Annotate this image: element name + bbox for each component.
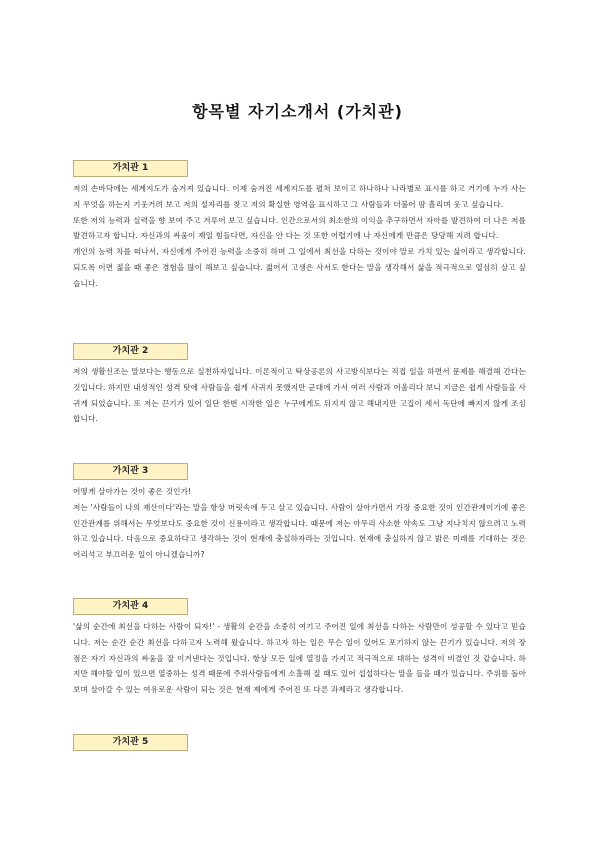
section-body: [73, 484, 526, 563]
section-body: [73, 364, 526, 427]
section-header: 가치관 3: [73, 463, 188, 480]
section-header: 가치관 5: [73, 734, 188, 751]
section-value-5: [73, 734, 526, 751]
document-title: 항목별 자기소개서 (가치관): [192, 102, 403, 121]
section-header: 가치관 4: [73, 598, 188, 615]
paragraph: 저의 생활신조는 말보다는 행동으로 실천하자입니다. 이론적이고 탁상공론의 사고방식보다는 직접 일을 하면서 문제를 해결해 간다는 것입니다. 하지만 내성적인 성격 탓에 사람들을 쉽게 사귀지 못했지만 군대에 가서 여러 사람과 어울리다 보니 지금은 쉽게 사람들을 사귀게 되었습니다. 또 저는 끈기가 있어 일단 한번 시작한 일은 누구에게도 뒤지지 않고 해내지만 고집이 세서 독단에 빠지지 않게 조심합니다.: [73, 367, 526, 424]
section-value-2: [73, 343, 526, 427]
paragraph: 개인의 능력 차를 떠나서, 자신에게 주어진 능력을 소중히 하며 그 일에서 최선을 다하는 것이야 말로 가치 있는 삶이라고 생각합니다. 되도록 이면 젊을 때 좋은 경험을 많이 해보고 싶습니다. 젊어서 고생은 사서도 한다는 말을 생각해서 삶을 적극적으로 열심히 살고 싶습니다.: [73, 247, 526, 288]
section-value-1: [73, 160, 526, 292]
section-body: [73, 181, 526, 292]
paragraph: 저의 손바닥에는 세계지도가 숨겨져 있습니다. 이제 숨겨진 세계지도를 펼쳐 보이고 하나하나 나라별로 표시를 하고 거기에 누가 사는지 무엇을 하는지 기웃거려 보고 저의 설자리를 찾고 저의 확실한 영역을 표시하고 그 사람들과 더불어 땀 흘리며 웃고 싶습니다.: [73, 184, 526, 209]
section-header: 가치관 1: [73, 160, 188, 177]
paragraph: '삶의 순간에 최선을 다하는 사람이 되자!' - 생활의 순간을 소중히 여기고 주어진 일에 최선을 다하는 사람만이 성공할 수 있다고 믿습니다. 저는 순간 순간 최선을 다하고자 노력해 왔습니다. 하고자 하는 일은 무슨 일이 있어도 포기하지 않는 끈기가 있습니다. 저의 장점은 자기 자신과의 싸움을 잘 이겨낸다는 것입니다. 항상 모든 일에 열정을 가지고 적극적으로 대하는 성격이 비결인 것 같습니다. 하지만 해야할 일이 있으면 열중하는 성격 때문에 주위사람들에게 소홀해 질 때도 있어 섭섭하다는 말을 들을 때가 있습니다. 주위를 돌아보며 살아갈 수 있는 여유로운 사람이 되는 것은 현재 제에게 주어진 또 다른 과제라고 생각합니다.: [73, 622, 526, 695]
section-body: [73, 619, 526, 698]
paragraph: 어떻게 살아가는 것이 좋은 것인가!: [73, 487, 192, 496]
section-value-3: [73, 463, 526, 563]
paragraph: 또한 저의 능력과 실력을 향 보여 주고 겨루어 보고 싶습니다. 인간으로서의 최소한의 이익을 추구하면서 자아를 발견하여 더 나은 저를 발견하고자 합니다. 자신과의 싸움이 제일 힘들다면, 자신을 안 다는 것 또한 어렵기에 나 자신에게 만큼은 당당해 지려 합니다.: [73, 215, 526, 241]
section-header: 가치관 2: [73, 343, 188, 360]
section-value-4: [73, 598, 526, 698]
paragraph: 저는 '사람들이 나의 재산이다'라는 말을 항상 머릿속에 두고 살고 있습니다. 사람이 살아가면서 가장 중요한 것이 인간관계이기에 좋은 인간관계를 위해서는 무엇보다도 중요한 것이 신용이라고 생각합니다. 때문에 저는 아무리 사소한 약속도 그냥 지나치지 않으려고 노력하고 있습니다. 다음으로 중요하다고 생각하는 것이 현재에 충실하자라는 것입니다. 현재에 충실하지 않고 밝은 미래를 기대하는 것은 어리석고 부끄러운 일이 아니겠습니까?: [73, 502, 526, 560]
